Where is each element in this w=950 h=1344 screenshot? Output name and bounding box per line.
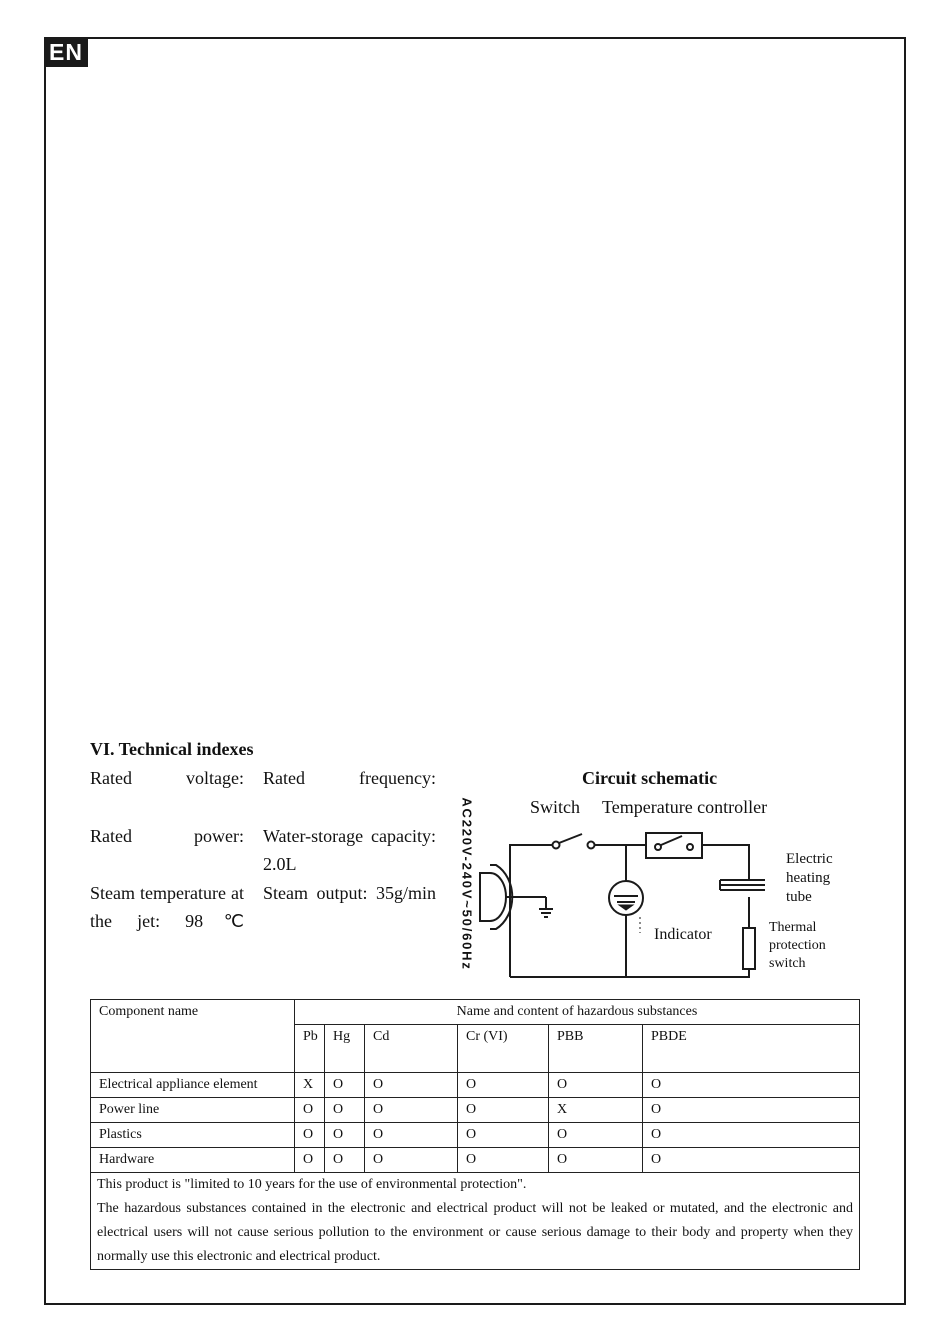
language-badge: EN [44, 37, 88, 67]
value-cell: O [365, 1148, 458, 1173]
substances-header: Name and content of hazardous substances [295, 1000, 860, 1025]
value-cell: X [549, 1098, 643, 1123]
indicator-label: Indicator [654, 926, 712, 943]
hazardous-substances-table [90, 999, 860, 1270]
water-storage-capacity: Water-storage capacity: 2.0L [263, 826, 436, 874]
value-cell: O [365, 1123, 458, 1148]
temperature-controller-label: Temperature controller [602, 797, 768, 817]
value-cell: O [458, 1123, 549, 1148]
value-cell: X [295, 1073, 325, 1098]
table-row [91, 1148, 860, 1173]
value-cell: O [325, 1148, 365, 1173]
component-name: Electrical appliance element [91, 1073, 295, 1098]
rated-power-label: Rated power: [90, 826, 244, 846]
value-cell: O [549, 1073, 643, 1098]
value-cell: O [643, 1123, 860, 1148]
section-title: VI. Technical indexes [90, 739, 254, 759]
value-cell: O [295, 1098, 325, 1123]
value-cell: O [643, 1073, 860, 1098]
table-row [91, 1098, 860, 1123]
value-cell: O [643, 1148, 860, 1173]
table-row [91, 1073, 860, 1098]
column-pbb: PBB [549, 1025, 643, 1073]
value-cell: O [549, 1148, 643, 1173]
column-hg: Hg [325, 1025, 365, 1073]
voltage-label: AC220V-240V~50/60Hz [459, 797, 475, 971]
voltage-label-wrapper [456, 791, 478, 977]
component-name: Power line [91, 1098, 295, 1123]
value-cell: O [458, 1148, 549, 1173]
value-cell: O [458, 1098, 549, 1123]
value-cell: O [295, 1148, 325, 1173]
steam-output: Steam output: 35g/min [263, 883, 436, 903]
rated-frequency-label: Rated frequency: [263, 768, 436, 788]
column-cr-vi: Cr (VI) [458, 1025, 549, 1073]
switch-label: Switch [530, 797, 581, 817]
table-note-row [91, 1173, 860, 1270]
column-pb: Pb [295, 1025, 325, 1073]
value-cell: O [365, 1073, 458, 1098]
component-name: Plastics [91, 1123, 295, 1148]
note-line-2: The hazardous substances contained in the electronic and electrical product will not be leaked or mutated, and the electronic and electrical users will not cause serious pollution to the environment or cause serious damage to their body and property when they normally use this electronic and electrical product. [97, 1201, 853, 1264]
column-pbde: PBDE [643, 1025, 860, 1073]
steam-temperature: Steam temperature at the jet: 98℃ [90, 883, 244, 931]
value-cell: O [325, 1073, 365, 1098]
circuit-schematic [450, 765, 860, 985]
component-name: Hardware [91, 1148, 295, 1173]
heating-tube-label: Electric heating tube [786, 851, 833, 905]
component-name-header: Component name [91, 1000, 295, 1073]
table-row [91, 1123, 860, 1148]
value-cell: O [325, 1123, 365, 1148]
value-cell: O [325, 1098, 365, 1123]
environmental-note [91, 1173, 860, 1270]
column-cd: Cd [365, 1025, 458, 1073]
table-header-row [91, 1000, 860, 1025]
value-cell: O [643, 1098, 860, 1123]
value-cell: O [295, 1123, 325, 1148]
rated-voltage-label: Rated voltage: [90, 768, 244, 788]
note-line-1: This product is "limited to 10 years for the use of environmental protection". [97, 1177, 527, 1192]
value-cell: O [365, 1098, 458, 1123]
circuit-title: Circuit schematic [582, 768, 718, 788]
value-cell: O [549, 1123, 643, 1148]
value-cell: O [458, 1073, 549, 1098]
thermal-switch-label: Thermal protection switch [769, 920, 826, 971]
